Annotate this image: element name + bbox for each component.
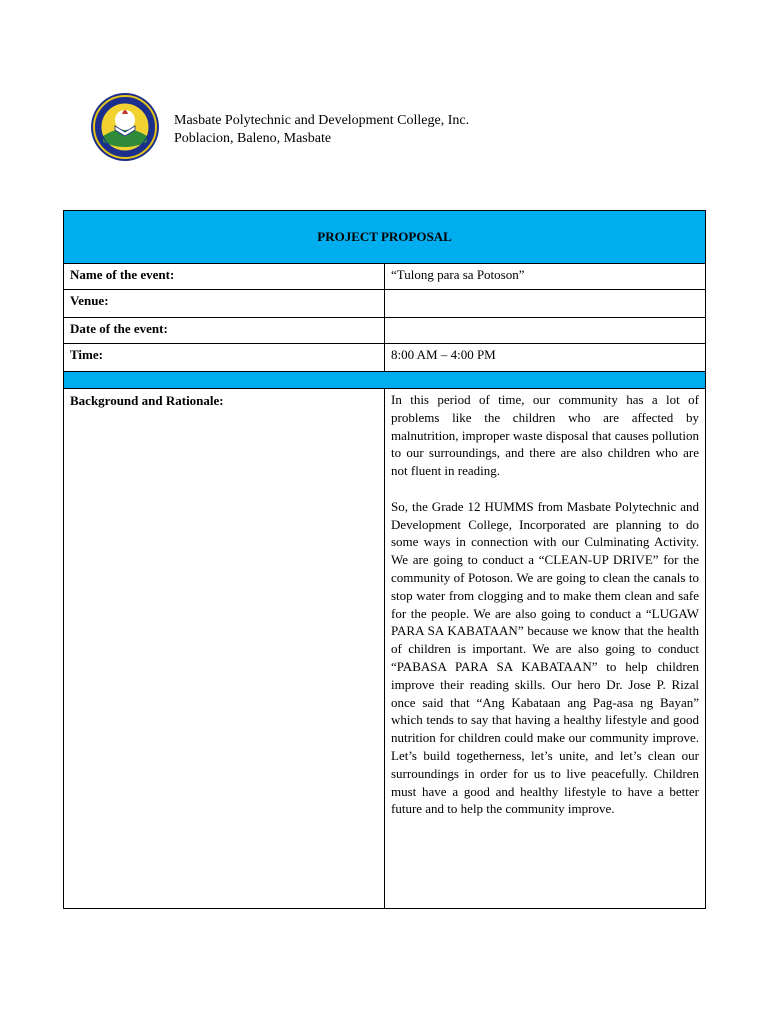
background-text	[385, 389, 706, 909]
field-label-venue: Venue:	[64, 290, 385, 318]
background-row	[64, 389, 706, 909]
divider-band-cell	[64, 372, 706, 389]
field-row-date	[64, 318, 706, 344]
field-row-venue	[64, 290, 706, 318]
school-address: Poblacion, Baleno, Masbate	[174, 131, 332, 146]
section-divider-band	[64, 372, 706, 389]
field-row-event-name	[64, 264, 706, 290]
college-seal-logo	[90, 92, 160, 162]
background-paragraph-2: So, the Grade 12 HUMMS from Masbate Polytechnic and Development College, Incorporated are planning to do some ways in connection with our Culminating Activity. We are going to conduct a “CLEAN-UP DRIVE” for the community of Potoson. We are going to clean the canals to stop water from clogging and to make them clean and safe for the people. We are also going to conduct a “LUGAW PARA SA KABATAAN” because we know that the health of children is important. We are also going to conduct “PABASA PARA SA KABATAAN” to help children improve their reading skills. Our hero Dr. Jose P. Rizal once said that “Ang Kabataan ang Pag-asa ng Bayan” which tends to say that having a healthy lifestyle and good nutrition for children could make our community improve. Let’s build togetherness, let’s unite, and let’s clean our surroundings in order for us to live peacefully. Children must have a good and healthy lifestyle to have a better future and to help the community improve.	[391, 498, 699, 817]
project-proposal-table	[63, 210, 706, 909]
field-label-event-name: Name of the event:	[64, 264, 385, 290]
proposal-title: PROJECT PROPOSAL	[64, 211, 706, 264]
field-value-venue	[385, 290, 706, 318]
field-value-time: 8:00 AM – 4:00 PM	[385, 344, 706, 372]
field-label-date: Date of the event:	[64, 318, 385, 344]
field-value-event-name: “Tulong para sa Potoson”	[385, 264, 706, 290]
field-label-time: Time:	[64, 344, 385, 372]
school-name: Masbate Polytechnic and Development College, Inc.	[174, 113, 470, 128]
background-label: Background and Rationale:	[64, 389, 385, 909]
field-row-time	[64, 344, 706, 372]
field-value-date	[385, 318, 706, 344]
background-paragraph-1: In this period of time, our community has a lot of problems like the children who are affected by malnutrition, improper waste disposal that causes pollution to our surroundings, and there are also children who are not fluent in reading.	[391, 392, 699, 479]
document-header	[90, 92, 610, 164]
